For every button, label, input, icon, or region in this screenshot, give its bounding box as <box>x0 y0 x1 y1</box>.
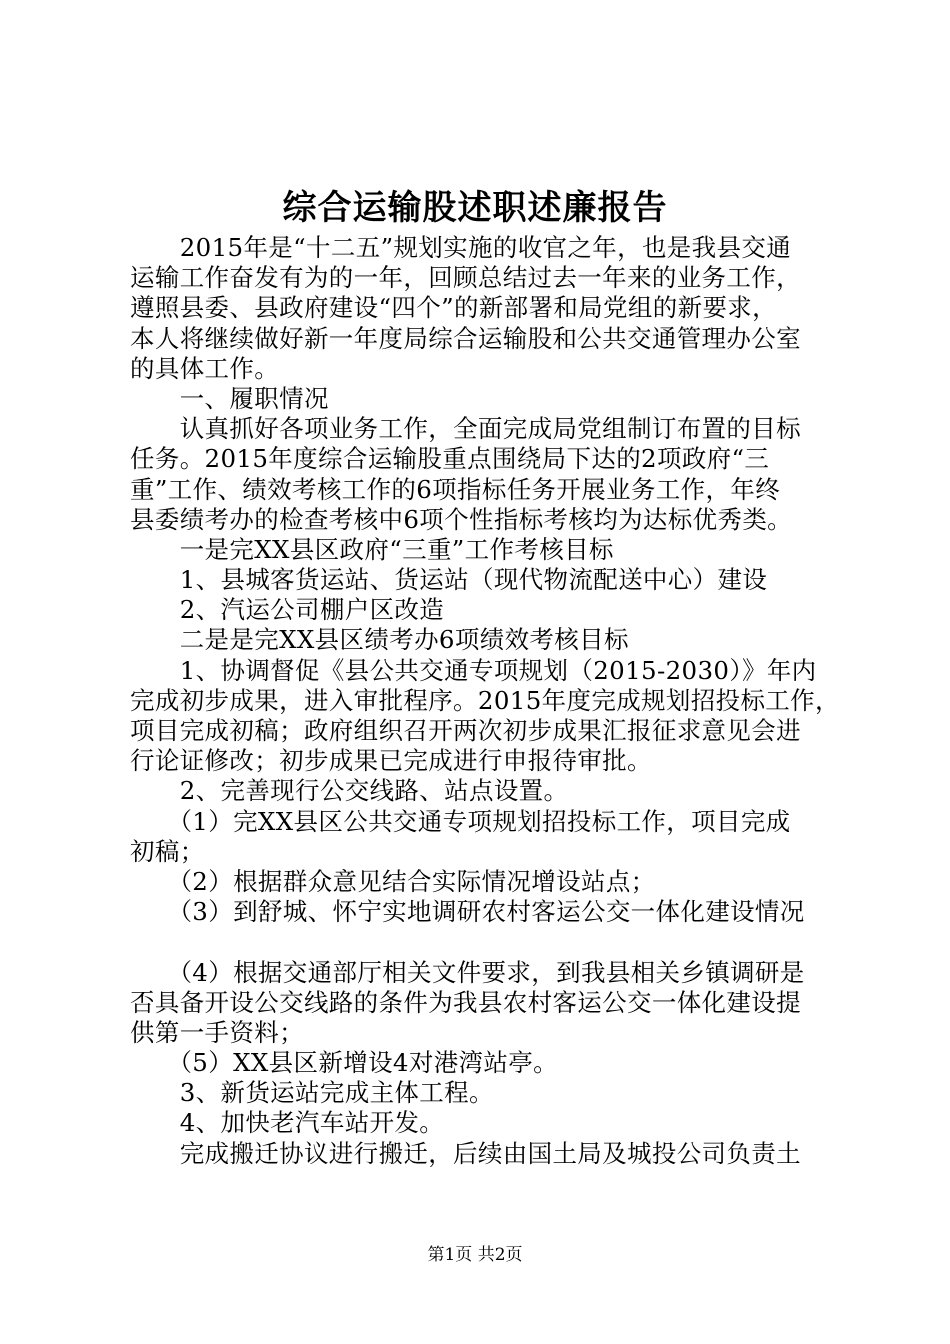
paragraph-line: 县委绩考办的检查考核中6项个性指标考核均为达标优秀类。 <box>130 504 793 534</box>
paragraph-line: （3）到舒城、怀宁实地调研农村客运公交一体化建设情况 <box>130 897 805 927</box>
paragraph-line: （5）XX县区新增设4对港湾站亭。 <box>130 1048 558 1078</box>
paragraph-line: 认真抓好各项业务工作，全面完成局党组制订布置的目标 <box>130 414 801 444</box>
paragraph-line: 本人将继续做好新一年度局综合运输股和公共交通管理办公室 <box>130 323 801 353</box>
paragraph-line: （2）根据群众意见结合实际情况增设站点； <box>130 866 656 896</box>
paragraph-line: 初稿； <box>130 836 205 866</box>
paragraph-line: 4、加快老汽车站开发。 <box>130 1108 445 1138</box>
paragraph-line: 遵照县委、县政府建设“四个”的新部署和局党组的新要求， <box>130 293 777 323</box>
paragraph-line: 否具备开设公交线路的条件为我县农村客运公交一体化建设提 <box>130 987 801 1017</box>
paragraph-line: 2、完善现行公交线路、站点设置。 <box>130 776 569 806</box>
paragraph-line: 完成初步成果，进入审批程序。2015年度完成规划招投标工作， <box>130 685 840 715</box>
paragraph-line: 2015年是“十二五”规划实施的收官之年，也是我县交通 <box>130 233 792 262</box>
document-title: 综合运输股述职述廉报告 <box>282 188 668 228</box>
paragraph-line: 2、汽运公司棚户区改造 <box>130 595 445 625</box>
paragraph-line: 任务。2015年度综合运输股重点围绕局下达的2项政府“三 <box>130 444 770 474</box>
paragraph-line: 一是完XX县区政府“三重”工作考核目标 <box>130 534 614 564</box>
paragraph-line: （4）根据交通部厅相关文件要求，到我县相关乡镇调研是 <box>130 957 805 987</box>
paragraph-line: 3、新货运站完成主体工程。 <box>130 1078 494 1108</box>
paragraph-line: 1、协调督促《县公共交通专项规划（2015-2030）》年内 <box>130 655 817 685</box>
paragraph-line: 的具体工作。 <box>130 353 280 383</box>
paragraph-line: 行论证修改；初步成果已完成进行申报待审批。 <box>130 746 652 776</box>
blank-line <box>130 927 840 957</box>
paragraph-line: （1）完XX县区公共交通专项规划招投标工作，项目完成 <box>130 806 791 836</box>
paragraph-line: 1、县城客货运站、货运站（现代物流配送中心）建设 <box>130 565 768 595</box>
paragraph-line: 运输工作奋发有为的一年，回顾总结过去一年来的业务工作， <box>130 263 801 293</box>
paragraph-line: 一、履职情况 <box>130 383 329 413</box>
paragraph-line: 重”工作、绩效考核工作的6项指标任务开展业务工作，年终 <box>130 474 781 504</box>
paragraph-line: 供第一手资料； <box>130 1017 304 1047</box>
page-number: 第1页 共2页 <box>427 1245 523 1265</box>
paragraph-line: 完成搬迁协议进行搬迁，后续由国土局及城投公司负责土 <box>130 1138 801 1168</box>
document-body <box>130 233 840 1169</box>
paragraph-line: 项目完成初稿；政府组织召开两次初步成果汇报征求意见会进 <box>130 716 801 745</box>
paragraph-line: 二是是完XX县区绩考办6项绩效考核目标 <box>130 625 629 655</box>
